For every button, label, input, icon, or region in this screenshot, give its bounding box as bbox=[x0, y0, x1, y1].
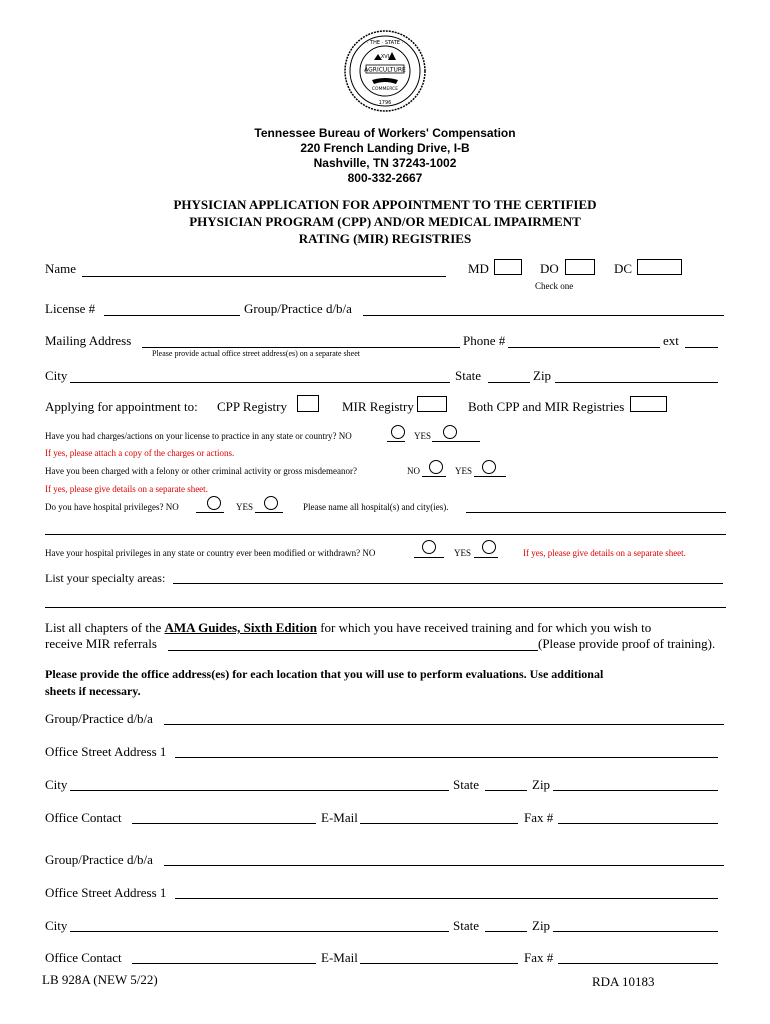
specialty-field[interactable] bbox=[173, 583, 723, 584]
office2-email-label: E-Mail bbox=[321, 950, 358, 965]
q3-no-radio[interactable] bbox=[207, 496, 221, 510]
ama-post: for which you have received training and for which you wish to bbox=[320, 620, 652, 635]
group-practice-label: Group/Practice d/b/a bbox=[244, 301, 352, 316]
office1-street-field[interactable] bbox=[175, 757, 718, 758]
q4-note: If yes, please give details on a separate sheet. bbox=[523, 548, 686, 558]
license-field[interactable] bbox=[104, 315, 240, 316]
agency-name: Tennessee Bureau of Workers' Compensation bbox=[254, 126, 516, 140]
q2-no-label: NO bbox=[407, 466, 420, 476]
phone-label: Phone # bbox=[463, 333, 506, 348]
question-hospital-privileges: Do you have hospital privileges? NO bbox=[45, 502, 179, 512]
svg-text:AGRICULTURE: AGRICULTURE bbox=[364, 66, 406, 74]
q1-yes-label: YES bbox=[414, 431, 432, 441]
md-label: MD bbox=[468, 261, 489, 276]
office1-fax-field[interactable] bbox=[558, 823, 718, 824]
office1-city-field[interactable] bbox=[70, 790, 449, 791]
form-id: LB 928A (NEW 5/22) bbox=[42, 972, 158, 987]
office2-city-field[interactable] bbox=[70, 931, 449, 932]
zip-label: Zip bbox=[533, 368, 552, 383]
ama-line-2-note: (Please provide proof of training). bbox=[538, 636, 716, 651]
tennessee-seal bbox=[344, 30, 426, 112]
q1-no-line bbox=[387, 441, 405, 442]
cpp-registry-label: CPP Registry bbox=[217, 399, 287, 414]
office1-group-label: Group/Practice d/b/a bbox=[45, 711, 153, 726]
mailing-note: Please provide actual office street address(es) on a separate sheet bbox=[152, 349, 360, 358]
name-label: Name bbox=[45, 261, 77, 276]
q3-yes-label: YES bbox=[236, 502, 254, 512]
ama-guides-link: AMA Guides, Sixth Edition bbox=[164, 620, 317, 635]
office2-contact-field[interactable] bbox=[132, 963, 316, 964]
question-license-actions: Have you had charges/actions on your license to practice in any state or country? NO bbox=[45, 431, 352, 441]
office1-city-label: City bbox=[45, 777, 68, 792]
q3-hospitals-label: Please name all hospital(s) and city(ies). bbox=[303, 502, 449, 512]
ama-line-2-label: receive MIR referrals bbox=[45, 636, 157, 651]
office2-zip-field[interactable] bbox=[553, 931, 718, 932]
q3-yes-radio[interactable] bbox=[264, 496, 278, 510]
office2-email-field[interactable] bbox=[360, 963, 518, 964]
city-field[interactable] bbox=[70, 382, 450, 383]
q1-note: If yes, please attach a copy of the charges or actions. bbox=[45, 448, 235, 458]
office2-group-field[interactable] bbox=[164, 865, 724, 866]
city-label: City bbox=[45, 368, 68, 383]
office1-state-label: State bbox=[453, 777, 479, 792]
hospitals-field-2[interactable] bbox=[45, 534, 726, 535]
cpp-registry-checkbox[interactable] bbox=[297, 395, 319, 412]
specialty-label: List your specialty areas: bbox=[45, 571, 166, 585]
office2-street-field[interactable] bbox=[175, 898, 718, 899]
zip-field[interactable] bbox=[555, 382, 718, 383]
svg-text:COMMERCE: COMMERCE bbox=[371, 87, 399, 92]
group-practice-field[interactable] bbox=[363, 315, 724, 316]
agency-phone: 800-332-2667 bbox=[347, 171, 423, 185]
q2-yes-label: YES bbox=[455, 466, 473, 476]
ext-label: ext bbox=[663, 333, 679, 348]
q4-yes-radio[interactable] bbox=[482, 540, 496, 554]
name-field[interactable] bbox=[82, 276, 446, 277]
office2-state-label: State bbox=[453, 918, 479, 933]
office-instructions-2: sheets if necessary. bbox=[45, 684, 141, 698]
office1-email-label: E-Mail bbox=[321, 810, 358, 825]
q4-no-line bbox=[414, 557, 444, 558]
office2-group-label: Group/Practice d/b/a bbox=[45, 852, 153, 867]
office1-zip-label: Zip bbox=[532, 777, 551, 792]
question-felony: Have you been charged with a felony or other criminal activity or gross misdemeanor? bbox=[45, 466, 357, 476]
do-checkbox[interactable] bbox=[565, 259, 595, 275]
q2-yes-radio[interactable] bbox=[482, 460, 496, 474]
q2-no-radio[interactable] bbox=[429, 460, 443, 474]
office2-fax-field[interactable] bbox=[558, 963, 718, 964]
dc-label: DC bbox=[614, 261, 633, 276]
ext-field[interactable] bbox=[685, 347, 718, 348]
both-registries-checkbox[interactable] bbox=[630, 396, 667, 412]
ama-pre: List all chapters of the bbox=[45, 620, 162, 635]
agency-address-2: Nashville, TN 37243-1002 bbox=[313, 156, 457, 170]
mailing-address-label: Mailing Address bbox=[45, 333, 132, 348]
office1-fax-label: Fax # bbox=[524, 810, 554, 825]
state-label: State bbox=[455, 368, 481, 383]
office1-street-label: Office Street Address 1 bbox=[45, 744, 167, 759]
office1-contact-label: Office Contact bbox=[45, 810, 122, 825]
rda-number: RDA 10183 bbox=[592, 974, 655, 989]
office1-contact-field[interactable] bbox=[132, 823, 316, 824]
mir-registry-label: MIR Registry bbox=[342, 399, 414, 414]
office2-contact-label: Office Contact bbox=[45, 950, 122, 965]
hospitals-field[interactable] bbox=[466, 512, 726, 513]
q2-yes-line bbox=[474, 476, 506, 477]
question-privileges-modified: Have your hospital privileges in any state or country ever been modified or withdrawn? NO bbox=[45, 548, 376, 558]
office2-state-field[interactable] bbox=[485, 931, 527, 932]
q4-yes-line bbox=[474, 557, 498, 558]
do-label: DO bbox=[540, 261, 559, 276]
q4-no-radio[interactable] bbox=[422, 540, 436, 554]
office1-email-field[interactable] bbox=[360, 823, 518, 824]
mir-referrals-field[interactable] bbox=[168, 650, 538, 651]
agency-address-1: 220 French Landing Drive, I-B bbox=[300, 141, 470, 155]
form-title-line-3: RATING (MIR) REGISTRIES bbox=[298, 231, 472, 246]
mir-registry-checkbox[interactable] bbox=[417, 396, 447, 412]
both-registries-label: Both CPP and MIR Registries bbox=[468, 399, 625, 414]
md-checkbox[interactable] bbox=[494, 259, 522, 275]
office2-fax-label: Fax # bbox=[524, 950, 554, 965]
q1-yes-radio[interactable] bbox=[443, 425, 457, 439]
q4-yes-label: YES bbox=[454, 548, 472, 558]
license-label: License # bbox=[45, 301, 96, 316]
q2-note: If yes, please give details on a separate sheet. bbox=[45, 484, 208, 494]
office2-city-label: City bbox=[45, 918, 68, 933]
state-field[interactable] bbox=[488, 382, 530, 383]
office-instructions-1: Please provide the office address(es) for each location that you will use to perform evaluations. Use additional bbox=[45, 667, 604, 681]
applying-label: Applying for appointment to: bbox=[45, 399, 198, 414]
q3-yes-line bbox=[255, 512, 283, 513]
ama-line-1 bbox=[45, 620, 651, 636]
dc-checkbox[interactable] bbox=[637, 259, 682, 275]
svg-text:· THE · STATE ·: · THE · STATE · bbox=[366, 40, 404, 46]
q3-no-line bbox=[196, 512, 224, 513]
specialty-field-2[interactable] bbox=[45, 607, 726, 608]
phone-field[interactable] bbox=[508, 347, 660, 348]
form-title-line-1: PHYSICIAN APPLICATION FOR APPOINTMENT TO THE CERTIFIED bbox=[173, 197, 597, 212]
office2-street-label: Office Street Address 1 bbox=[45, 885, 167, 900]
svg-text:1796: 1796 bbox=[378, 100, 392, 106]
office1-group-field[interactable] bbox=[164, 724, 724, 725]
svg-text:XVI: XVI bbox=[380, 54, 390, 60]
q2-no-line bbox=[422, 476, 446, 477]
check-one-note: Check one bbox=[535, 281, 574, 291]
office1-zip-field[interactable] bbox=[553, 790, 718, 791]
q1-yes-line bbox=[432, 441, 480, 442]
office1-state-field[interactable] bbox=[485, 790, 527, 791]
office2-zip-label: Zip bbox=[532, 918, 551, 933]
form-title-line-2: PHYSICIAN PROGRAM (CPP) AND/OR MEDICAL IMPAIRMENT bbox=[189, 214, 581, 229]
mailing-address-field[interactable] bbox=[142, 347, 460, 348]
q1-no-radio[interactable] bbox=[391, 425, 405, 439]
